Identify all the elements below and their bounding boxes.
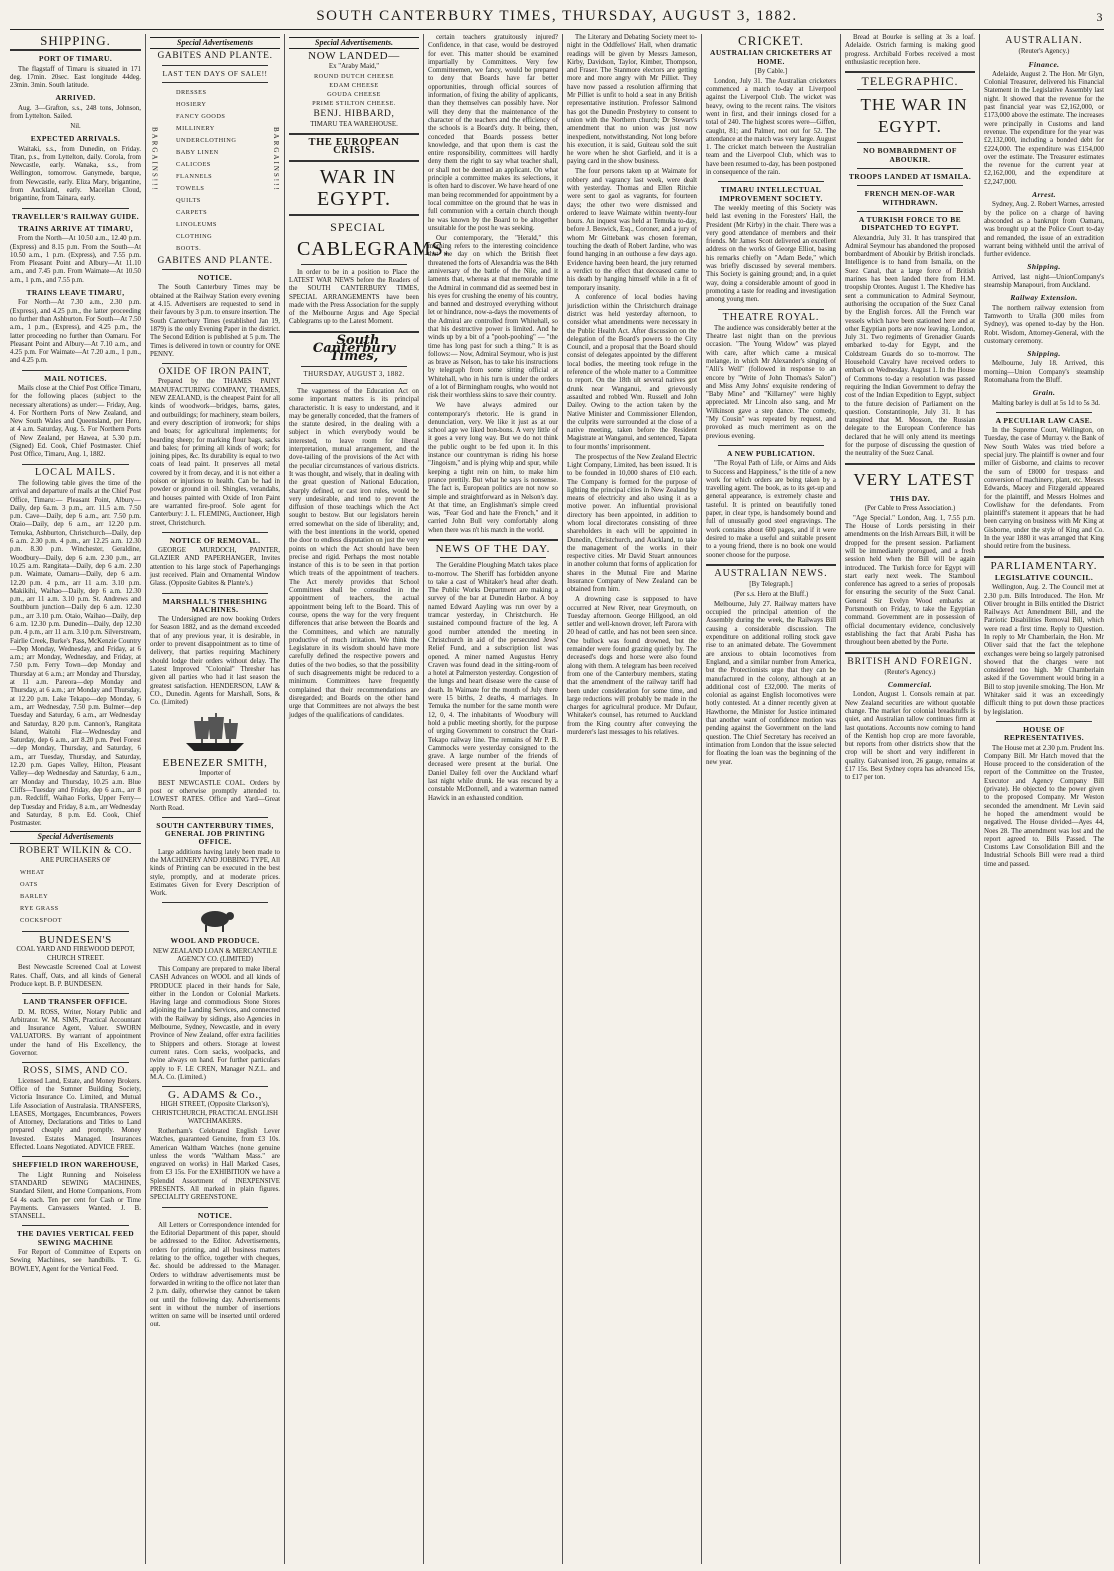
special-ads-band: Special Advertisements. [289,37,419,49]
column-3 [284,34,450,1564]
divider [845,71,975,73]
parl-heading: PARLIAMENTARY. [990,559,1098,572]
crisis-heading: THE EUROPEAN CRISIS. [308,137,400,157]
commercial-text: London, August 1. Consols remain at par. New Zealand securities are without quotable change. The market for colonial breadstuffs is quiet, and Australian tallow continues firm at last quotations. Accounts now coming to hand of the Kentish hop crop are more favorable, but reports from other districts show that the crop will be short and very indifferent in quality. Galvanised iron, 26 gauge, remains at £17 15s. Best Sydney copra has advanced 15s, to £17 per ton. [845,691,975,782]
reps-heading: HOUSE OF REPRESENTATIVES. [1003,724,1085,743]
arrived-text: Aug. 3—Grafton, s.s., 248 tons, Johnson, from Lyttelton. Sailed. [10,104,141,121]
adams-heading: G. ADAMS & Co., [168,1089,262,1102]
australian-by: (Reuter's Agency.) [1018,48,1070,56]
divider [857,185,963,186]
divider [162,1207,268,1208]
railway-heading: Railway Extension. [1010,293,1078,303]
list-item: CARPETS [176,208,208,216]
divider [22,464,129,465]
law-text: In the Supreme Court, Wellington, on Tuesday, the case of Murray v. the Bank of New South Wales was tried before a special jury. The plaintiff is owner and four miller of Gisborne, and claims to recover the sum of £8000 for trespass and conversion of machinery, plant, etc. Messrs Edwards, Macey and Fitzgerald appeared for the plaintiff, and Messrs Holmes and Cowlishaw for the defendants. From plaintiff's statement it appears that he had been carrying on business with Mr King at Gisborne, under the style of King and Co. In the year 1880 it was arranged that King should retire from the business. [984,427,1104,551]
notice-text: The South Canterbury Times may be obtained at the Railway Station every evening at 4.15. Advertisers are requested to send in their favours by 3 p.m. to ensure insertion. The South Canterbury Times (established Jan 19, 1879) is the only Evening Paper in the district. The Second Edition is published at 5 p.m. The Times is delivered in town or country for ONE PENNY. [150,284,280,358]
cricket-heading: CRICKET. [738,33,804,48]
sheep-icon [195,907,235,933]
davies-heading: THE DAVIES VERTICAL FEED SEWING MACHINE [16,1229,135,1247]
cricket-by: [By Cable.] [754,67,788,75]
port-text: The flagstaff of Timaru is situated in 171 deg. 17min. 20sec. East longitude 44deg. 23min. 3min. South latitude. [10,65,141,90]
australian-by: [By Telegraph.] [749,581,793,589]
article-text: certain teachers gratuitously injured? Confidence, in that case, would be destroyed for ever. This matter should be examined impartially by Committees. Very few Committeemen, we fancy, would be prepared to deny that Boards have far better opportunities, through official sources of information, of fixing the ability of applicants, than they themselves can possibly have. Nor will they deny that the maintenance of the character of the teachers and the efficiency of the schools is a Board's duty. It being, then, conceded that Boards possess better knowledge, and that upon them is cast the entire responsibility, committees will hardly deny them the right to say what teacher shall, or shall not be deemed an applicant. On what principle a committee makes its selections, it is often hard to discover. We have heard of one man being recommended for appointment by a local committee on the ground that he was in full communion with a certain church though he was known by the Board to be altogether unsuitable for the post he was seeking. [428,34,558,232]
divider [289,133,419,135]
ebenezer-sub: Importer of [199,769,231,777]
divider [857,89,963,90]
intellectual-text: The weekly meeting of this Society was held last evening in the Foresters' Hall, the President (Mr Kirby) in the chair. There was a very good attendance of members and their friends. Mr James Scott delivered an excellent address on the works of George Elliot, basing his remarks chiefly on "Adam Bede," which was briefly discussed by several members. This Society is gaining ground; and, in a quiet way, doing a considerable amount of good in promoting a taste for reading and investigation among young men. [706,204,836,304]
bargains-vertical-right: BARGAINS!!! [272,126,280,192]
divider [718,445,824,446]
column-1 [6,34,145,1564]
divider [162,82,268,83]
british-by: (Reuter's Agency.) [884,668,936,676]
divider [10,49,141,51]
ebenezer-heading: EBENEZER SMITH, [162,757,268,770]
list-item: DRESSES [176,88,207,96]
list-item: ROUND DUTCH CHEESE [313,73,394,81]
divider [162,532,268,533]
latest-heading: VERY LATEST [853,469,975,489]
sale-block [150,87,280,255]
divider [289,214,419,216]
finance-heading: Finance. [1028,59,1060,69]
article-text: Our contemporary, the "Herald," this morning refers to the interesting coincidence that the day on which the British fleet threatened the forts of Alexandria was the 84th anniversary of the battle of the Nile, and it laments that, whereas at that memorable time the Admiral in command did as seemed best in his eyes for crushing the enemy of his country, and banned and destroyed everything without let or hindrance, now-a-days the movements of the Admiral are controlled from Whitehall, so that his destructive power is limited. And he winds up by a bit of a "pooh-poohing" — "the time has long past for such a thing." It is as follows:— Now, Admiral Seymour, who is just as brave as Nelson, has to take his instructions by telegraph from some sitting official at Whitehall, who in his turn is under the orders of a lot of Birmingham roughs, who would not risk their worthless skins to save their country. [428,234,558,400]
list-item: PRIME STILTON CHEESE. [312,100,396,108]
notice2-heading: NOTICE. [197,1210,233,1220]
sailed-text: Nil. [70,122,81,130]
list-item: BOOTS. [176,244,202,252]
theatre-heading: THEATRE ROYAL. [722,311,820,323]
latest-sub: THIS DAY. [889,493,931,503]
list-item: EDAM CHEESE [329,82,379,90]
shipping-text: Arrived, last night—UnionCompany's steamship Manapouri, from Auckland. [984,273,1104,290]
australian-via: (Per s.s. Hero at the Bluff.) [733,591,809,598]
shipping2-text: Melbourne, July 18. Arrived, this morning—Union Company's steamship Rotomahana from the Bluff. [984,360,1104,384]
notice-heading: NOTICE. [197,273,233,283]
telegraphic-heading: TELEGRAPHIC. [861,74,959,89]
divider [440,557,546,558]
grain-heading: Grain. [1032,388,1056,398]
article-text: The Literary and Debating Society meet to-night in the Oddfellows' Hall, when dramatic readings will be given by Messrs Jameson, Kirby, Davidson, Taylor, Kimber, Thompson, and Fraser. The Stanmore electors are getting more and more angry with Mr Pilliet. They have now passed a resolution affirming that Mr Pilliet is unfit to hold a seat in any British representative institution. Professor Salmond has got the Dunedin Presbytery to consent to union with the Northern church; Dr Stewart's amendment that no union was just now inexpedient, notwithstanding. Not long before his execution, it is said, Guiteau sold the suit he wore when he shot Garfield, and it is a paying card in the show business. [567,34,697,166]
divider [428,539,558,541]
law-heading: A PECULIAR LAW CASE. [995,415,1093,425]
divider [706,564,836,566]
news-heading: NEWS OF THE DAY. [435,543,551,555]
wilkin-list [10,867,141,927]
wilkin-sub: ARE PURCHASERS OF [40,857,111,865]
ship-icon [180,711,250,755]
divider [857,168,963,169]
wool-heading: WOOL AND PRODUCE. [170,936,260,946]
adams-text: Rotherham's Celebrated English Lever Watches, guaranteed Genuine, from £3 10s. American Waltham Watches (none genuine unless the words "Waltham Mass." are engraved on works) in Hall Marked Cases, from £3 15s. For the EXHIBITION we have a Splendid Assortment of INEXPENSIVE PRESENTS. All marked in plain figures. SPECIALITY GREENSTONE. [150,1127,280,1202]
wool-sub: NEW ZEALAND LOAN & MERCANTILE AGENCY CO. (LIMITED) [153,947,277,964]
landed-sub: Ex "Araby Maid," [328,62,380,70]
list-item: OATS [20,880,38,888]
sale-items [150,87,280,255]
ross-heading: ROSS, SIMS, AND CO. [23,1066,128,1077]
article-text: A drowning case is supposed to have occurred at New River, near Greymouth, on Tuesday afternoon. George Hillgood, an old settler and well-known drover, left Parora with 20 head of cattle, and has not been seen since. One bullock was found drowned, but the remainder were found grazing quietly by. The deceased's dogs and horse were also found along with them. A telegram has been received from one of the Canterbury members, stating that the amendment of the railway tariff had been under consideration for some time, and large reductions will probably be made in the charges for agricultural produce. Mr Dufaur, Whitaker's counsel, has returned to Auckland from the King country after conveying the murderer's last messages to his relatives. [567,596,697,737]
divider [718,181,824,182]
divider [162,902,268,903]
bargains-vertical-left: BARGAINS!!! [150,126,159,192]
expected-text: Waitaki, s.s., from Dunedin, on Friday. Titan, p.s., from Lyttelton, daily. Corola, from Newcastle, early. Wanaka, s.s., from Wellington, tomorrow. Ganymede, barque, from Newcastle, early. Eliza Mary, brigantine, from Auckland, early. Macellan Cloud, brigantine, from Tainara, early. [10,145,141,203]
ebenezer-text: BEST NEWCASTLE COAL. Orders by post or otherwise promptly attended to. LOWEST RATES. Office and Yard—Great North Road. [150,779,280,812]
list-item: CALICOES [176,160,211,168]
war-heading: THE WAR IN EGYPT. [860,95,968,137]
divider [162,593,268,594]
list-item: BARLEY [20,892,49,900]
divider [718,309,824,310]
divider [22,1156,129,1157]
shipping-heading: SHIPPING. [40,33,111,48]
list-item: FANCY GOODS [176,112,226,120]
printing-heading: SOUTH CANTERBURY TIMES, GENERAL JOB PRINTING OFFICE. [156,820,274,847]
trains-leave-heading: TRAINS LEAVE TIMARU, [26,288,125,298]
war-sub: TROOPS LANDED AT ISMAILA. [848,172,972,182]
shipping-heading: Shipping. [1027,262,1061,272]
divider [162,1086,268,1087]
removal-text: GEORGE MURDOCH, PAINTER, GLAZIER AND PAPERHANGER, Invites attention to his large stock of Paperhangings just received. Plain and Ornamental Window Glass. (Opposite Gabites & Plante's.) [150,547,280,588]
divider [857,211,963,212]
divider [162,65,268,66]
mail-text: Mails close at the Chief Post Office Timaru, for the following places (subject to the necessary alterations) as under:— Friday, Aug. 4. For Northern Ports of New Zealand, and New South Wales and Queensland, per Hero, at 4 a.m. Saturday, Aug. 5. For Northern Ports of New Zealand, per Hawea, at 5.30 p.m. (Signed) Ed. Cook, Chief Postmaster. Chief Post Office, Timaru, Aug. 1, 1882. [10,384,141,459]
divider [301,366,407,367]
divider [22,1062,129,1063]
list-item: TOWELS [176,184,205,192]
latest-via: (Per Cable to Press Association.) [864,504,956,512]
local-mails-text: The following table gives the time of the arrival and departure of mails at the Chief Post Office, Timaru:— Pleasant Point, Albury—Daily, dep 6a.m. 3 p.m., arr. 11.5 a.m. 7.50 p.m. Cave—Daily, dep 6 a.m., arr. 7.50 p.m. Otaio—Daily, dep 6 a.m., arr 12.20 p.m. Temuka, Ashburton, Christchurch—Daily, dep 6 a.m. 2.30 p.m. 4 p.m., arr 12.25 a.m. 12.30 p.m. 8.30 p.m. Winchester, Geraldine, Woodbury—Daily, dep 6 a.m. 2.30 p.m., arr 10.25 a.m. Rangitata—Daily, dep 6 a.m. 2.30 p.m. Waimate, Oamaru—Daily, dep 6 a.m. 12.20 p.m. 4 p.m., arr 11 a.m. 3.10 p.m. Makikihi, Waihao—Daily, dep 6 a.m. 12.30 p.m., arr 11 a.m. 3.10 p.m. St. Andrews and Southburn junction—Daily dep 6 a.m. 12.30 p.m., arr 3.10 p.m. Otaio, Waihao—Daily, dep 6 a.m. 12.30 p.m. Dunedin—Daily, dep 12.30 p.m. 4 p.m., arr 11 a.m. 3.10 p.m. Silverstream, Fairlie Creek, Burke's Pass, McKenzie Country—Dep Monday, Wednesday, and Friday, at 6 a.m.; arr Monday, Wednesday, and Friday, at 7.50 p.m. Ferry Town—dep Monday and Thursday at 6 a.m.; arr Monday and Thursday, at 11 a.m. Pareora—dep Monday and Thursday, at 6 a.m.; arr Monday and Thursday, at 12.20 p.m. Lake Tekapo—dep Monday, 6 a.m., arr Wednesday, 7.50 p.m. Bulmer—dep Tuesday and Saturday, 6 a.m., arr Wednesday and Saturday, 8.20 p.m. Cannon's, Rangitata Island, Waitohi Flat—Wednesday and Saturday, dep 6 a.m., arr 8.20 p.m. Peel Forest—dep Monday, Thursday, and Saturday, 6 a.m., arr Tuesday, Thursday, and Saturday, 12.20 p.m. Gapes Valley, Hilton, Pleasant Valley—dep Wednesday and Saturday, 6 a.m., arr Monday and Thursday, 10.25 a.m. Blue Cliffs—Tuesday and Friday, dep 6 a.m., arr 8 p.m. Redcliff, Waihao Forks, Upper Ferry—dep Tuesday and Friday, 8 a.m., arr Wednesday and Saturday, 8 p.m. Ed. Cook, Chief Postmaster. [10,479,141,828]
land-text: D. M. ROSS, Writer, Notary Public and Arbitrator. W. M. SIMS, Practical Accountant and Insurance Agent, Valuer. SWORN VALUATORS. By warrant of appointment under the hand of His Excellency, the Governor. [10,1008,141,1058]
bundesen-sub: COAL YARD AND FIREWOOD DEPOT, CHURCH STREET. [16,946,135,962]
oxide-heading: OXIDE OF IRON PAINT, [158,367,272,378]
davies-text: For Report of Committee of Experts on Sewing Machines, see handbills. T. G. BOWLEY, Agent for the Vertical Feed. [10,1249,141,1273]
railway-text: The northern railway extension from Tamworth to Uralla (300 miles from Sydney), was opened to-day by the Hon. Robt. Wisdom, Attorney-General, with the customary ceremony. [984,304,1104,345]
divider [984,556,1104,558]
article-text: We have always admired our contemporary's rhetoric. He is grand in denunciation, very. We like it just as at our school age we liked bon-bons. A very little of it goes a very long way. But we do not think the public ought to be fed upon it. In this instance our countryman is riding his horse "Jingoism," and is plying whip and spur, while keeping a tight rein on him, to make him prance prettily. But what he says is nonsense. The fact is, European politics are not now so simple and straightforward as in Nelson's day. At that time, an Englishman's simple creed was, "Fear God and hate the French," and it carried John Bull very comfortably along when there was n't his match in the world. [428,402,558,534]
divider [22,370,129,371]
expected-heading: EXPECTED ARRIVALS. [30,134,121,144]
masthead [10,8,1104,30]
removal-heading: NOTICE OF REMOVAL. [169,535,261,545]
special-ads-band: Special Advertisements [150,37,280,49]
divider [845,463,975,465]
news-text: The Geraldine Ploughing Match takes place to-morrow. The Sheriff has forbidden anyone to take a cast of Whitaker's head after death. The Public Works Department are making a survey of the bar at Dunedin Harbor. A boy named Edward Aayling was run over by a tramcar yesterday, in Christchurch. He sustained compound fracture of the leg. A good number attended the meeting in Christchurch in aid of the persecuted Jews' Relief Fund, and a subscription list was opened. A miner named Augustus Henry Craven was found dead in the sitting-room of a hotel at Palmerston yesterday. Congestion of the lungs and heart disease were the cause of death. In Waimate for the month of July there were 15 births, 2 deaths, 4 marriages. In Temuka the number for the same month were 12, 0, 4. The inhabitants of Woodbury will hold a public meeting shortly, for the purpose of urging Government to construct the Orari-Tekapo railway line. The remains of Mr P. B. Cammocks were yesterday consigned to the grave. A large number of the friends of deceased were present at the burial. One Daniel Dailey fell over the Auckland wharf last night while drunk. He was rescued by a constable McDonnell, and a waterman named Hawick in an exhausted condition. [428,562,558,802]
cricket-sub: AUSTRALIAN CRICKETERS AT HOME. [710,48,832,66]
paper-title: South Canterbury Times, [312,332,396,365]
column-4 [423,34,562,1564]
landed-items [289,72,419,108]
list-item: MILLINERY [176,124,215,132]
paper-date: THURSDAY, AUGUST 3, 1882. [303,370,405,378]
trains-leave-text: For North—At 7.30 a.m., 2.30 p.m. (Express), and 4.25 p.m., the latter proceeding no further than Ashburton. For South—At 7.50 a.m., 1 p.m., (Express), and 4.25 p.m., the latter proceeding no further than Oamaru. For Pleasant Point and Albury—At 7.10 a.m., and 4.25 p.m. For Waimate—At 7.20 a.m., 1 p.m., and 4.25 p.m. [10,299,141,365]
local-mails-heading: LOCAL MAILS. [34,466,117,478]
gabites-heading: GABITES AND PLANTE. [157,51,273,62]
article-text: Bread at Bourke is selling at 3s a loaf. Adelaide. Ostrich farming is making good progress. Archibald Forbes received a most enthusiastic reception here. [845,34,975,66]
page-number: 3 [1096,10,1104,24]
column-2 [145,34,284,1564]
divider [857,142,963,143]
latest-text: "Age Special." London, Aug. 1, 7.55 p.m. The House of Lords persisting in their amendments on the Irish Arrears Bill, it will be dropped for the present session. Parliament will be immediately prorogued, and a fresh session held when the Bill will be again introduced. The Turkish force for Egypt will start early next week. The Stamboul conference has agreed to a series of proposals for ensuring the security of the Suez Canal. General Sir Evelyn Wood embarks at Portsmouth on Friday, to take the Egyptian command. Government are in possession of official documentary evidence, conclusively establishing the fact that Arabi Pasha has throughout been abetted by the Porte. [845,514,975,647]
australian-heading: AUSTRALIAN NEWS. [714,567,828,579]
australian-heading: AUSTRALIAN. [1005,35,1083,46]
hibbard-name: BENJ. HIBBARD, [313,109,395,120]
marshall-heading: MARSHALL'S THRESHING MACHINES. [162,596,268,614]
column-8 [979,34,1108,1564]
divider [301,264,407,265]
british-heading: BRITISH AND FOREIGN. [847,656,973,667]
hibbard-sub: TIMARU TEA WAREHOUSE. [310,120,398,128]
article-text: The four persons taken up at Waimate for robbery and vagrancy last week, were dealt with yesterday. Thomas and Ellen Ritchie were sent to gaol as vagrants, for fourteen days; the other two were dismissed and ordered to leave Waimate within twenty-four hours. An inquest was held at Temuka to-day, before J. Beswick, Esq., Coroner, and a jury of whom Mr Gittebank was chosen foreman, touching the death of Robert Jardine, who was found hanging in an outhouse a few days ago. Evidence having been heard, the jury returned a verdict to the effect that deceased came to his death by hanging himself while in a fit of temporary insanity. [567,168,697,292]
divider [996,412,1092,413]
list-item: RYE GRASS [20,904,59,912]
shipping2-heading: Shipping. [1027,349,1061,359]
council-heading: LEGISLATIVE COUNCIL. [994,572,1094,582]
arrived-heading: ARRIVED. [55,93,96,103]
trains-arrive-heading: TRAINS ARRIVE AT TIMARU, [17,223,134,233]
railway-heading: TRAVELLER'S RAILWAY GUIDE. [11,211,140,221]
cables-text: In order to be in a position to Place the LATEST WAR NEWS before the Readers of the SOUTH CANTERBURY TIMES, SPECIAL ARRANGEMENTS have been made with the Press Association for the supply of the Melbourne Argus and Age Special Cablegrams up to the Latest Moment. [289,268,419,326]
wilkin-heading: ROBERT WILKIN & CO. [19,845,132,856]
divider [996,721,1092,722]
marshall-text: The Undersigned are now booking Orders for Season 1882, and as the demand exceeded that of any previous year, it is desirable, in order to prevent disappointment as to time of delivery, that parties requiring Machinery should lodge their orders without delay. The Latest Improved "Colonial" Thresher has given all parties who had it last season the greatest satisfaction. HENDERSON, LAW & CO., Dunedin. Agents for Marshall, Sons, & Co. (Limited) [150,616,280,707]
divider [289,160,419,162]
list-item: LINOLEUMS [176,220,217,228]
notice2-text: All Letters or Correspondence intended for the Editorial Department of this paper, should be addressed to the Editor. Advertisements, orders for printing, and all business matters relating to the office, together with cheques, &c. should be addressed to the Manager. Orders to withdraw advertisements must be forwarded in writing to the office not later than 2 p.m. daily, otherwise they cannot be taken out until the following day. Advertisements sent in without the number of insertions written on same will be inserted until ordered out. [150,1221,280,1329]
publication-heading: A NEW PUBLICATION. [727,448,815,458]
commercial-heading: Commercial. [887,680,933,690]
sale-heading: LAST TEN DAYS OF SALE!! [162,68,268,78]
finance-text: Adelaide, August 2. The Hon. Mr Glyn, Colonial Treasurer, delivered his Financial Statement in the Legislative Assembly last night. It showed that the revenue for the past financial year was £2,162,000, or £173,000 above the estimate. The increases were principally in Customs and land revenue. The expenditure for the year was £2,132,000, including a bonded debt for £224,000. The expenditure was £154,000 over the estimate. The Treasurer estimates the revenue for the current year at £2,162,000, and the expenditure at £2,247,000. [984,70,1104,186]
article-text: The prospectus of the New Zealand Electric Light Company, Limited, has been issued. It is to be founded in 10,000 shares of £10 each. The Company is formed for the purpose of lighting the principal cities in New Zealand by means of electricity and also using it as a motive power. An influential provisional directory has been appointed, in addition to whom local directorates consisting of three shareholders in each will be appointed in Dunedin, Christchurch, and Auckland, to take the management of the works in their respective cities. Mr David Stuart announces in another column that forms of application for shares in the Mutual Fire and Marine Insurance Company of New Zealand can be obtained from him. [567,453,697,594]
printing-text: Large additions having lately been made to the MACHINERY AND JOBBING TYPE, All kinds of Printing can be executed in the best style, promptly, and at moderate prices. Estimates Given for Every Description of Work. [150,848,280,898]
list-item: HOSIERY [176,100,207,108]
divider [22,993,129,994]
ross-text: Licensed Land, Estate, and Money Brokers. Office of the Sumner Building Society, Victoria Insurance Co. Limited, and Mutual Life Association of Australasia. TRANSFERS, LEASES, Mortgages, Encumbrances, Powers of Attorney, Declarations and Titles to Land prepared cheaply and promptly. Money Invested. Estates Managed. Insurances Effected. Loans Negotiated. ADVICE FREE. [10,1077,141,1152]
war-sub: A TURKISH FORCE TO BE DISPATCHED TO EGYPT. [858,214,962,233]
column-5 [562,34,701,1564]
mail-heading: MAIL NOTICES. [44,373,107,383]
list-item: QUILTS [176,196,201,204]
oxide-text: Prepared by the THAMES PAINT MANUFACTURING COMPANY, THAMES, NEW ZEALAND, is the cheapest Paint for all kinds of woodwork—bridges, barns, gates, and outbuildings; for machinery, steam boilers, and every description of ironwork; for ships and boats; for agricultural implements; for bearding sheep; for marking flour bags, sacks and bales; for priming all kinds of work; for joining pipes, &c. Its durability is equal to two coats of lead paint. It preserves all metal covered by it from decay, and it is not either a poison or injurious to health. Can be had in powder or ground in oil. Shingles, verandahs, and houses painted with Oxide of Iron Paint are warranted fire-proof. Sole agent for Canterbury: J. L. FLEMING, Auctioneer, High street, Christchurch. [150,378,280,527]
divider [162,269,268,270]
list-item: CLOTHING [176,232,213,240]
sheffield-heading: SHEFFIELD IRON WAREHOUSE, [12,1160,139,1170]
theatre-text: The audience was considerably better at the Theatre last night than on the previous occasion. "The Young Widow" was played with care, after which came a musical melange, in which Mr Alexander's singing of "Alli's Well" (followed in response to an encore by "Write of John Thomas's Salon") and Miss Amy Johns' exquisite rendering of "Baby Mine" and "Killarney" were highly appreciated. Mr Lincoln also sang, and Mr Wilkinson gave a step dance. The comedy, "My Cousin" was repeated by request, and provoked as much merriment as on the previous evening. [706,324,836,440]
divider [162,817,268,818]
list-item: WHEAT [20,868,45,876]
gabites-footer: GABITES AND PLANTE. [157,255,273,266]
port-heading: PORT OF TIMARU. [38,54,113,64]
divider [162,363,268,364]
editorial-text: The vagueness of the Education Act on some important matters is its principal characteristic. It is easy to understand, and it may be generally conceded, that the framers of the statute desired, in the dealing with a subject in which everybody would be interested, to leave room for liberal interpretation, mutual arrangement, and the dove-tailing of the provisions of the Act with the peculiar circumstances of various districts. It was thought, and wisely, that in dealing with the great question of National Education, sharply defined, or cast iron rules, would be very undesirable, and tend to prevent the diffusion of those teachings which the Act sought to bestow. But our legislators herein erred somewhat on the side of liberality; and, with the best intentions in the world, opened the door to endless disputation on just the very points on which the Act should have been precise and rigid. Perhaps the most notable instance of this is to be seen in that portion which treats of the appointment of teachers. The Act merely provides that School Committees shall be consulted in the appointment of teachers, the actual appointment being left to the Board. This of course, opens the way for the very frequent differences that arise between the Boards and the Committees, and which are naturally productive of much irritation. We think the Legislature in its wisdom should have more carefully defined the respective powers and duties of the two bodies, so that the possibility of such disagreements might be reduced to a minimum. Committees have frequently complained that their recommendations are disregarded; and Boards on the other hand urge that Committees are not always the best judges of the qualifications of candidates. [289,387,419,719]
cricket-text: London, July 31. The Australian cricketers commenced a match to-day at Liverpool against the Liverpool Club. The wicket was heavy, owing to the recent rains. The visitors went in first, and their innings closed for a total of 240. The highest scores were—Giffen, caught, 81; and Palmer, not out for 52. The attendance at the match was very large. August 1. The cricket match between the Australian team and the Liverpool Club, which was to have been resumed to-day, has been postponed in consequence of the rain. [706,77,836,177]
special-ads-band: Special Advertisements [10,831,141,843]
bundesen-heading: BUNDESEN'S [39,933,112,946]
list-item: COCKSFOOT [20,916,62,924]
wool-text: This Company are prepared to make liberal CASH Advances on WOOL and all kinds of PRODUCE placed in their hands for Sale, either in the London or Colonial Markets. Having large and commodious Stone Stores adjoining the Landing Services, and connected with the Railway by sidings, also Agencies in Melbourne, Sydney, Newcastle, and in every Province of New Zealand, offer extra facilities to Shippers and others. Storage at lowest current rates. Corn sacks, woolpacks, and twine always on hand. For further particulars apply to F. LE CREN, Manager N.Z.L. and M.A. Co. (Limited.) [150,965,280,1081]
landed-heading: NOW LANDED— [308,50,400,63]
divider [845,652,975,654]
list-item: BABY LINEN [176,148,219,156]
grain-text: Malting barley is dull at 5s 1d to 5s 3d. [992,399,1100,407]
trains-arrive-text: From the North—At 10.50 a.m., 12.40 p.m. (Express) and 8.15 p.m. From the South—At 10.50 a.m., 1 p.m. (Express), and 7.55 p.m. From Pleasant Point and Albury—At 11.10 a.m., and 7.45 p.m. From Waimate—At 10.50 a.m., 1 p.m., and 7.55 p.m. [10,235,141,284]
arrest-heading: Arrest. [1032,190,1056,200]
war-sub: FRENCH MEN-OF-WAR WITHDRAWN. [864,189,956,207]
war-text: Alexandria, July 31. It has transpired that Admiral Seymour has abandoned the proposed bombardment of Aboukir by British ironclads. Intelligence is to hand from Ismaila, on the Suez Canal, that a large force of British marines has been landed there from H.M. troopship Orontes. August 1. The Khedive has sent a communication to Admiral Seymour, authorising the occupation of the Suez Canal by the English forces. All the French war vessels which have been stationed here and at other Egyptian ports are now leaving. London, July 31. Two regiments of Grenadier Guards embarked to-day for Egypt, and the Coldstream Guards do so to-morrow. The Household Cavalry have received orders to embark on Wednesday. August 1. In the House of Commons to-day a resolution was passed requiring the Indian Government to defray the cost of the Indian Expedition to Egypt, subject to the future decision of Parliament on the question. Constantinople, July 31. It has transpired that M. Mosson, the Russian delegate to the European Conference has declared that he will only attend its meetings for the purpose of discussing the question of the neutrality of the Suez Canal. [845,234,975,458]
column-7 [840,34,979,1564]
australian-text: Melbourne, July 27. Railway matters have occupied the principal attention of the Assembly during the week, the Railways Bill causing a considerable discussion. The expenditure on additional rolling stock gave rise to an animated debate. The Government are anxious to obtain locomotives from England, and a similar number from America, but the Protectionists urge that they can be manufactured in the colony, although at an additional cost of £32,000. The merits of colonial as against English locomotives were hotly contested. At a dinner recently given at Hawthorne, the Minister for Justice intimated that another want of confidence motion was pending against the Government on the land question. The Chief Secretary has received an intimation from London that the issue selected for floating the loan was the beginning of the new year. [706,600,836,766]
divider [22,931,129,932]
column-6 [701,34,840,1564]
divider [301,383,407,384]
sheffield-text: The Light Running and Noiseless STANDARD SEWING MACHINES, Standard Silent, and Home Companions, From £4 4s each. Ten per cent for Cash or Time Payments. Canvassers Wanted. J. B. STANSELL. [10,1171,141,1221]
adams-sub: HIGH STREET, (Opposite Clarkson's), CHRISTCHURCH, PRACTICAL ENGLISH WATCHMAKERS. [152,1101,278,1126]
list-item: UNDERCLOTHING [176,136,237,144]
arrest-text: Sydney, Aug. 2. Robert Warnes, arrested by the police on a charge of having absconded as a bankrupt from Oamaru, was brought up at the Police Court to-day and remanded, the issue of an extradition warrant being withheld until the arrival of further evidence. [984,201,1104,259]
bundesen-text: Best Newcastle Screened Coal at Lowest Rates. Chaff, Oats, and all kinds of General Produce kept. B. P. BUNDESEN. [10,964,141,988]
cables-heading: CABLEGRAMS. [297,237,450,260]
list-item: FLANNELS [176,172,213,180]
reps-text: The House met at 2.30 p.m. Prudent Ins. Company Bill. Mr Hatch moved that the House proceed to the consideration of the report of the Committee on the Trustee, Executor and Agency Company Bill (private). He objected to the power given to the proposed Company. Mr Weston seconded the amendment. Mr Levin said he hoped the amendment would be negatived. The House divided—Ayes 44, Noes 28. The amendment was lost and the report agreed to. Bills Passed. The Customs Law Consolidation Bill and the Industrial Schools Bill were read a third time and passed. [984,744,1104,868]
article-text: A conference of local bodies having jurisdiction within the Christchurch drainage district was held yesterday afternoon, to consider what amendments were necessary in the Public Health Act. After discussion on the delegation of the Board's powers to the City Council, and a proposal that the Board should consist of delegates appointed by the different local bodies, the meeting took refuge in the reference of the whole matter to a Committee to report. On the 18th ult several natives got drunk near Wanganui, and grievously assaulted and robbed Wm. Russell and John Dailey. Owing to the action taken by the Native Minister and Commissioner Ellendon, the culprits were surrounded at the close of a native meeting, taken before the Resident Magistrate at Wanganui, and sentenced, Tapata to four months' imprisonment. [567,294,697,451]
special-heading: SPECIAL [330,219,386,234]
land-heading: LAND TRANSFER OFFICE. [23,997,128,1007]
council-text: Wellington, Aug. 2. The Council met at 2.30 p.m. Bills Introduced. The Hon. Mr Oliver brought in Bills entitled the District Railways Act Amendment Bill, and the Patriotic Disabilities Removal Bill, which were read a first time. Reply to Question. In reply to Mr Chamberlain, the Hon. Mr Oliver said that the fact the telephone exchanges were being so largely patronised showed that the charges were not considered too high. Mr Chamberlain asked if the Government would bring in a Bill to stop juvenile smoking. The Hon. Mr Whitaker said it was an exceedingly difficult thing to put down those practices by legislation. [984,584,1104,716]
divider [22,208,129,209]
publication-text: "The Royal Path of Life, or Aims and Aids to Success and Happiness," is the title of a new work for which orders are being taken by a travelling agent. The book, as to its get-up and general appearance, is extremely chaste and tasteful. It is printed on beautifully toned paper, in clear type, is handsomely bound and full of unusually good steel engravings. The work contains about 600 pages, and if it were desired to make a useful and suitable present to a young friend, there is no book one would sooner choose for the purpose. [706,460,836,559]
divider [22,1225,129,1226]
war-heading: WAR IN EGYPT. [317,165,397,210]
intellectual-heading: TIMARU INTELLECTUAL IMPROVEMENT SOCIETY. [719,185,823,203]
war-sub: NO BOMBARDMENT OF ABOUKIR. [863,146,957,164]
list-item: GOUDA CHEESE [327,91,381,99]
masthead-title: SOUTH CANTERBURY TIMES, THURSDAY, AUGUST 3, 1882. [316,8,798,24]
